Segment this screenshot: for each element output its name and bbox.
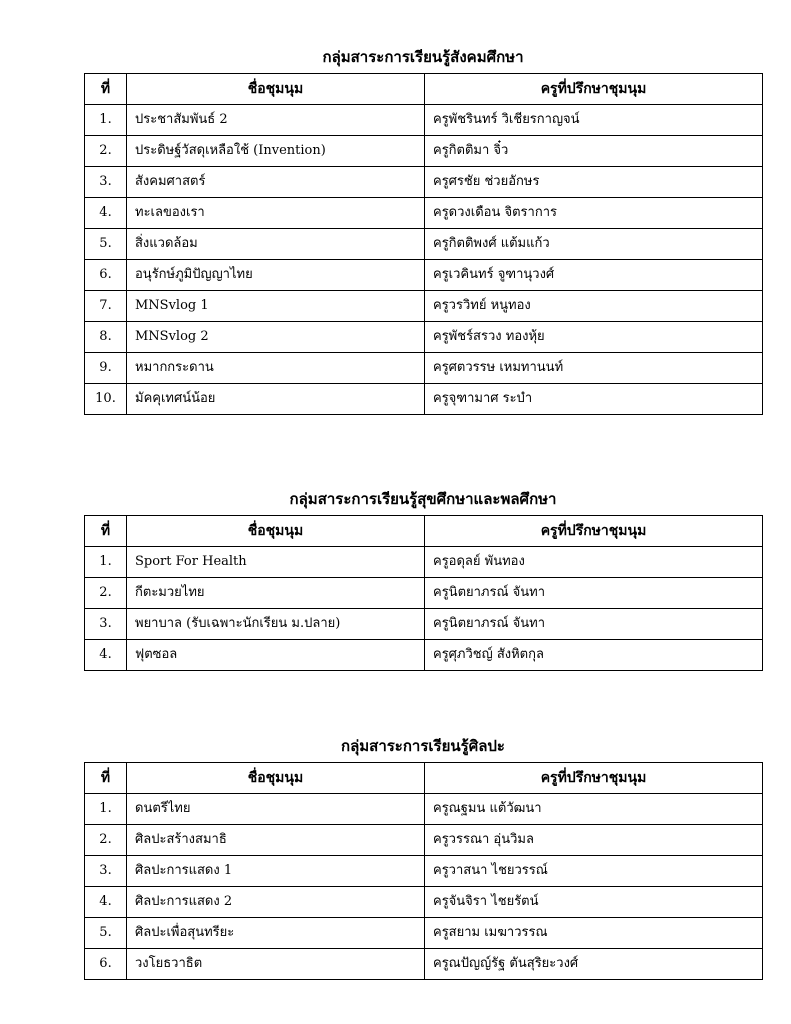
table-row <box>85 322 763 353</box>
teacher-name: ครูศตวรรษ เหมทานนท์ <box>425 353 763 384</box>
table-row <box>85 918 763 949</box>
section-social-studies <box>84 47 762 415</box>
row-number: 1. <box>85 547 127 578</box>
club-name: พยาบาล (รับเฉพาะนักเรียน ม.ปลาย) <box>127 609 425 640</box>
row-number: 5. <box>85 229 127 260</box>
section-arts <box>84 736 762 980</box>
teacher-name: ครูพัชรินทร์ วิเชียรกาญจน์ <box>425 105 763 136</box>
header-teacher: ครูที่ปรึกษาชุมนุม <box>425 74 763 105</box>
club-name: ศิลปะเพื่อสุนทรียะ <box>127 918 425 949</box>
row-number: 3. <box>85 609 127 640</box>
row-number: 1. <box>85 794 127 825</box>
teacher-name: ครูสยาม เมฆาวรรณ <box>425 918 763 949</box>
row-number: 2. <box>85 578 127 609</box>
club-name: ศิลปะการแสดง 1 <box>127 856 425 887</box>
teacher-name: ครูกิตติพงศ์ แต้มแก้ว <box>425 229 763 260</box>
teacher-name: ครูณฐมน แต้วัฒนา <box>425 794 763 825</box>
header-no: ที่ <box>85 516 127 547</box>
row-number: 4. <box>85 640 127 671</box>
club-name: สิ่งแวดล้อม <box>127 229 425 260</box>
section-health-pe <box>84 489 762 671</box>
row-number: 6. <box>85 260 127 291</box>
club-name: ดนตรีไทย <box>127 794 425 825</box>
row-number: 3. <box>85 167 127 198</box>
section-title: กลุ่มสาระการเรียนรู้สังคมศึกษา <box>322 48 524 66</box>
club-name: หมากกระดาน <box>127 353 425 384</box>
table-row <box>85 167 763 198</box>
club-name: ฟุตซอล <box>127 640 425 671</box>
table-row <box>85 136 763 167</box>
club-name: ทะเลของเรา <box>127 198 425 229</box>
table-row <box>85 291 763 322</box>
teacher-name: ครูจุฑามาศ ระบำ <box>425 384 763 415</box>
club-name: ประดิษฐ์วัสดุเหลือใช้ (Invention) <box>127 136 425 167</box>
teacher-name: ครูดวงเดือน จิตราการ <box>425 198 763 229</box>
teacher-name: ครูเวคินทร์ จูฑานุวงศ์ <box>425 260 763 291</box>
row-number: 3. <box>85 856 127 887</box>
club-name: MNSvlog 2 <box>127 322 425 353</box>
teacher-name: ครูวรรณา อุ่นวิมล <box>425 825 763 856</box>
row-number: 9. <box>85 353 127 384</box>
teacher-name: ครูศรชัย ช่วยอักษร <box>425 167 763 198</box>
table-row <box>85 229 763 260</box>
section-title: กลุ่มสาระการเรียนรู้สุขศึกษาและพลศึกษา <box>289 490 557 508</box>
table-row <box>85 794 763 825</box>
club-name: ศิลปะสร้างสมาธิ <box>127 825 425 856</box>
table-row <box>85 198 763 229</box>
table-row <box>85 260 763 291</box>
club-name: อนุรักษ์ภูมิปัญญาไทย <box>127 260 425 291</box>
table-row <box>85 887 763 918</box>
clubs-table <box>84 515 763 671</box>
table-row <box>85 825 763 856</box>
table-row <box>85 353 763 384</box>
header-no: ที่ <box>85 763 127 794</box>
row-number: 5. <box>85 918 127 949</box>
header-club: ชื่อชุมนุม <box>127 763 425 794</box>
club-name: Sport For Health <box>127 547 425 578</box>
header-teacher: ครูที่ปรึกษาชุมนุม <box>425 516 763 547</box>
teacher-name: ครูวาสนา ไชยวรรณ์ <box>425 856 763 887</box>
club-name: มัคคุเทศน์น้อย <box>127 384 425 415</box>
header-club: ชื่อชุมนุม <box>127 74 425 105</box>
teacher-name: ครูพัชร์สรวง ทองหุ้ย <box>425 322 763 353</box>
row-number: 1. <box>85 105 127 136</box>
teacher-name: ครูกิตติมา จิ๋ว <box>425 136 763 167</box>
club-name: สังคมศาสตร์ <box>127 167 425 198</box>
teacher-name: ครูอดุลย์ พันทอง <box>425 547 763 578</box>
header-teacher: ครูที่ปรึกษาชุมนุม <box>425 763 763 794</box>
teacher-name: ครูนิตยาภรณ์ จันทา <box>425 609 763 640</box>
clubs-table <box>84 762 763 980</box>
row-number: 4. <box>85 198 127 229</box>
table-row <box>85 640 763 671</box>
row-number: 7. <box>85 291 127 322</box>
header-no: ที่ <box>85 74 127 105</box>
header-club: ชื่อชุมนุม <box>127 516 425 547</box>
club-name: ประชาสัมพันธ์ 2 <box>127 105 425 136</box>
teacher-name: ครูศุภวิชญ์ สังหิตกุล <box>425 640 763 671</box>
row-number: 2. <box>85 136 127 167</box>
row-number: 10. <box>85 384 127 415</box>
teacher-name: ครูณปัญญ์รัฐ ตันสุริยะวงศ์ <box>425 949 763 980</box>
teacher-name: ครูนิตยาภรณ์ จันทา <box>425 578 763 609</box>
table-header-row <box>85 763 763 794</box>
club-name: กีตะมวยไทย <box>127 578 425 609</box>
table-header-row <box>85 74 763 105</box>
club-name: วงโยธวาธิต <box>127 949 425 980</box>
table-row <box>85 949 763 980</box>
table-row <box>85 856 763 887</box>
row-number: 8. <box>85 322 127 353</box>
row-number: 6. <box>85 949 127 980</box>
table-row <box>85 105 763 136</box>
table-row <box>85 609 763 640</box>
teacher-name: ครูวรวิทย์ หนูทอง <box>425 291 763 322</box>
table-row <box>85 578 763 609</box>
row-number: 2. <box>85 825 127 856</box>
table-row <box>85 384 763 415</box>
table-header-row <box>85 516 763 547</box>
club-name: ศิลปะการแสดง 2 <box>127 887 425 918</box>
club-name: MNSvlog 1 <box>127 291 425 322</box>
clubs-table <box>84 73 763 415</box>
teacher-name: ครูจันจิรา ไชยรัตน์ <box>425 887 763 918</box>
row-number: 4. <box>85 887 127 918</box>
table-row <box>85 547 763 578</box>
section-title: กลุ่มสาระการเรียนรู้ศิลปะ <box>341 737 505 755</box>
